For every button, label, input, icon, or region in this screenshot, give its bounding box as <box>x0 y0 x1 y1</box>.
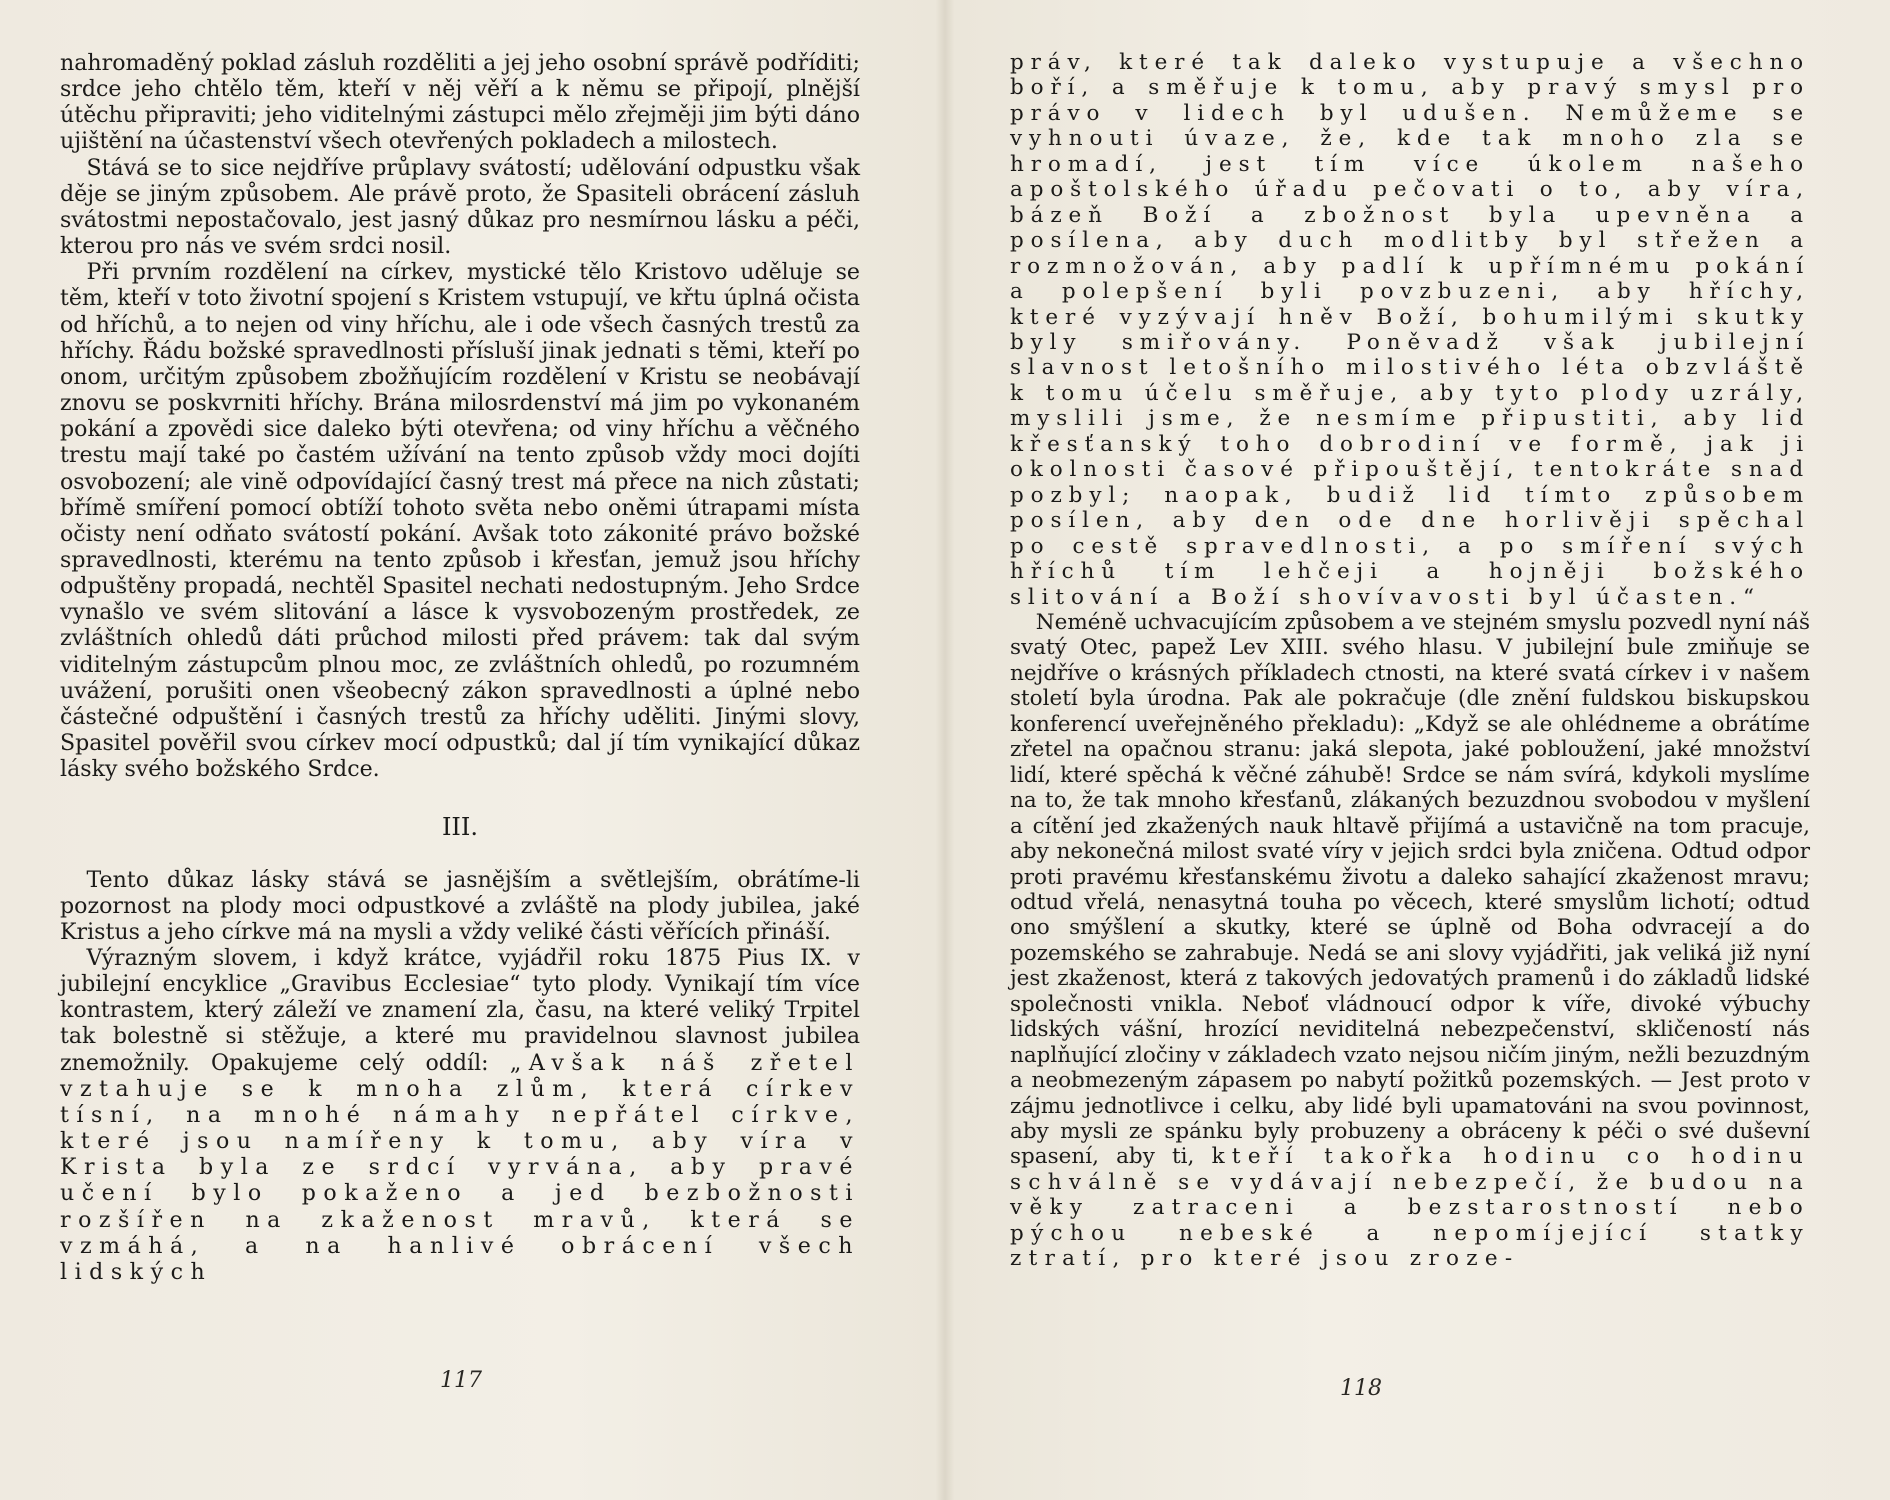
paragraph: Stává se to sice nejdříve průplavy svátostí; udělování odpustku však děje se jiným způsobem. Ale právě proto, že Spasiteli obrácení zásluh svátostmi nepostačovalo, jest jasný důkaz pro nesmírnou lásku a péči, kterou pro nás ve svém srdci nosil. <box>60 154 860 260</box>
paragraph-with-quote <box>60 945 860 1285</box>
paragraph: Tento důkaz lásky stává se jasnějším a světlejším, obrátíme-li pozornost na plody moci odpustkové a zvláště na plody jubilea, jaké Kristus a jeho církve má na mysli a vždy veliké části věřících přináší. <box>60 866 860 945</box>
paragraph-text: Výrazným slovem, i když krátce, vyjádřil roku 1875 Pius IX. v jubilejní encyklice „Gravibus Ecclesiae“ tyto plody. Vynikají tím více kontrastem, který záleží ve znamení zla, času, na které veliký Trpitel tak bolestně si stěžuje, a které mu pravidelnou slavnost jubilea znemožnily. Opakujeme celý oddíl: <box>60 945 860 1076</box>
spaced-quote: „Avšak náš zřetel vztahuje se k mnoha zlům, která církev tísní, na mnohé námahy nepřátel církve, které jsou namířeny k tomu, aby víra v Krista byla ze srdcí vyrvána, aby pravé učení bylo pokaženo a jed bezbožnosti rozšířen na zkaženost mravů, která se vzmáhá, a na hanlivé obrácení všech lidských <box>60 1049 860 1285</box>
left-page <box>60 50 860 1490</box>
spaced-quote-continuation: práv, které tak daleko vystupuje a všechno boří, a směřuje k tomu, aby pravý smysl pro právo v lidech byl udušen. Nemůžeme se vyhnouti úvaze, že, kde tak mnoho zla se hromadí, jest tím více úkolem našeho apoštolského úřadu pečovati o to, aby víra, bázeň Boží a zbožnost byla upevněna a posílena, aby duch modlitby byl střežen a rozmnožován, aby padlí k upřímnému pokání a polepšení byli povzbuzeni, aby hříchy, které vyzývají hněv Boží, bohumilými skutky byly smiřovány. Poněvadž však jubilejní slavnost letošního milostivého léta obzvláště k tomu účelu směřuje, aby tyto plody uzrály, myslili jsme, že nesmíme připustiti, aby lid křesťanský toho dobrodiní ve formě, jak ji okolnosti časové připouštějí, tentokráte snad pozbyl; naopak, budiž lid tímto způsobem posílen, aby den ode dne horlivěji spěchal po cestě spravedlnosti, a po smíření svých hříchů tím lehčeji a hojněji božského slitování a Boží shovívavosti byl účasten.“ <box>1010 50 1810 610</box>
left-page-text <box>60 50 860 1285</box>
paragraph-text: Neméně uchvacujícím způsobem a ve stejném smyslu pozvedl nyní náš svatý Otec, papež Lev XIII. svého hlasu. V jubilejní bule zmiňuje se nejdříve o krásných příkladech ctnosti, na které svatá církev i v našem století byla úrodna. Pak ale pokračuje (dle znění fuldskou biskupskou konferencí uveřejněného překladu): „Když se ale ohlédneme a obrátíme zřetel na opačnou stranu: jaká slepota, jaké pobloužení, jaké množství lidí, které spěchá k věčné záhubě! Srdce se nám svírá, kdykoli myslíme na to, že tak mnoho křesťanů, zlákaných bezuzdnou svobodou v myšlení a cítění jed zkažených nauk hltavě přijímá a ustavičně na tom pracuje, aby nekonečná milost svaté víry v jejich srdci byla zničena. Odtud odpor proti pravému křesťanskému životu a daleko sahající zkaženost mravu; odtud vřelá, nenasytná touha po věcech, které smyslům lichotí; odtud ono smýšlení a skutky, které se úplně od Boha odvracejí a do pozemského se zahrabuje. Nedá se ani slovy vyjádřiti, jak veliká již nyní jest zkaženost, která z takových jedovatých pramenů i do základů lidské společnosti vnikla. Neboť vládnoucí odpor k víře, divoké výbuchy lidských vášní, hrozící neviditelná nebezpečenství, skličeností nás naplňující zločiny v základech vzato nejsou ničím jiným, nežli bezuzdným a neobmezeným zápasem po nabytí požitků pozemských. — Jest proto v zájmu jednotlivce i celku, aby lidé byli upamatováni na svou povinnost, aby mysli ze spánku byly probuzeny a obráceny k péči o své duševní spasení, aby ti, <box>1010 609 1810 1170</box>
paragraph: nahromaděný poklad zásluh rozděliti a jej jeho osobní správě podříditi; srdce jeho chtělo těm, kteří v něj věří a k němu se připojí, plnější útěchu připraviti; jeho viditelnými zástupci mělo zřejměji jim býti dáno ujištění na účastenství všech otevřených pokladech a milostech. <box>60 50 860 155</box>
right-page-text <box>1010 50 1810 1272</box>
page-number: 117 <box>440 1368 482 1393</box>
paragraph-with-quote <box>1010 610 1810 1272</box>
page-number: 118 <box>1340 1376 1382 1401</box>
paragraph: Při prvním rozdělení na církev, mystické tělo Kristovo uděluje se těm, kteří v toto životní spojení s Kristem vstupují, ve křtu úplná očista od hříchů, a to nejen od viny hříchu, ale i ode všech časných trestů za hříchy. Řádu božské spravedlnosti přísluší jinak jednati s těmi, kteří po onom, určitým způsobem zbožňujícím rozdělení v Kristu se neobávají znovu se poskvrniti hříchy. Brána milosrdenství má jim po vykonaném pokání a zpovědi sice daleko býti otevřena; od viny hříchu a věčného trestu mají také po častém užívání na tento způsob vždy moci dojíti osvobození; ale vině odpovídající časný trest má přece na nich zůstati; břímě smíření pomocí obtíží tohoto světa nebo oněmi útrapami místa očisty není odňato svátostí pokání. Avšak toto zákonité právo božské spravedlnosti, kterému na tento způsob i křesťan, jemuž jsou hříchy odpuštěny propadá, nechtěl Spasitel nechati nedostupným. Jeho Srdce vynašlo ve svém slitování a lásce k vysvobozeným prostředek, ze zvláštních ohledů dáti průchod milosti před právem: tak dal svým viditelným zástupcům plnou moc, ze zvláštních ohledů, po rozumném uvážení, porušiti onen všeobecný zákon spravedlnosti a úplné nebo částečné odpuštění i časných trestů za hříchy uděliti. Jinými slovy, Spasitel pověřil svou církev mocí odpustků; dal jí tím vynikající důkaz lásky svého božského Srdce. <box>60 259 860 783</box>
spaced-quote: kteří takořka hodinu co hodinu schválně se vydávají nebezpečí, že budou na věky zatraceni a bezstarostností nebo pýchou nebeské a nepomíjející statky ztratí, pro které jsou zroze- <box>1010 1144 1810 1272</box>
right-page <box>1010 50 1810 1490</box>
section-heading: III. <box>441 813 479 842</box>
